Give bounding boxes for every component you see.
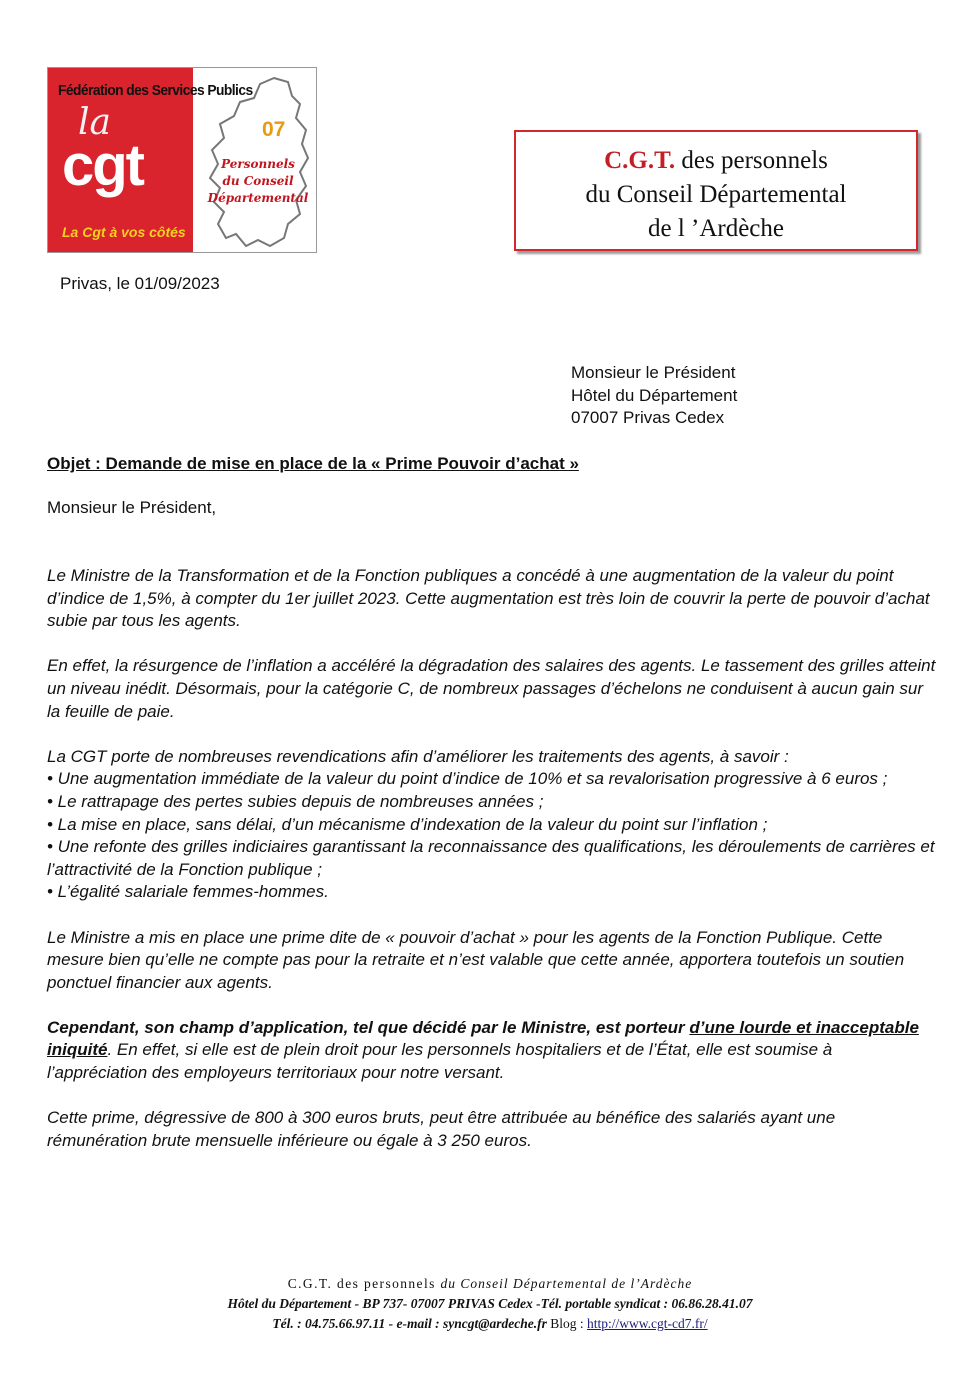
body-paragraph: Cette prime, dégressive de 800 à 300 euros bruts, peut être attribuée au bénéfice des salariés ayant une rémunération brute mensuelle inférieure ou égale à 3 250 euros. — [47, 1108, 836, 1150]
footer-org-dept: du Conseil Départemental de l’Ardèche — [440, 1276, 693, 1291]
emphasis-bold: Cependant, son champ d’application, tel que décidé par le Ministre, est porteur — [47, 1017, 690, 1037]
logo-personnels-line: Départemental — [207, 191, 309, 205]
body-paragraph: Le Ministre de la Transformation et de la Fonction publiques a concédé à une augmentation de la valeur du point d’indice de 1,5%, à compter du 1er juillet 2023. Cette augmentation est très loin de couvrir la perte de pouvoir d’achat subie par tous les agents. — [47, 566, 930, 631]
letterhead-cgt: C.G.T. — [604, 147, 676, 174]
logo-personnels-line: du Conseil — [222, 174, 294, 188]
letter-date: Privas, le 01/09/2023 — [60, 274, 220, 293]
emphasis-bold-underline: d’une lourde et inacceptable iniquité — [47, 1017, 919, 1060]
address-line: Monsieur le Président — [571, 363, 736, 382]
logo-la-text: la — [78, 102, 111, 143]
demand-item: • L’égalité salariale femmes-hommes. — [47, 882, 329, 902]
logo-dept-number: 07 — [262, 118, 286, 141]
demand-item: • La mise en place, sans délai, d’un mécanisme d’indexation de la valeur du point sur l’inflation ; — [47, 814, 768, 834]
demand-item: • Une refonte des grilles indiciaires garantissant la reconnaissance des qualifications, les déroulements de carrières et l’attractivité de la Fonction publique ; — [47, 837, 935, 879]
footer-contact: Tél. : 04.75.66.97.11 - e-mail : syncgt@ardeche.fr — [272, 1316, 547, 1331]
letter-footer — [0, 1274, 980, 1334]
footer-blog-label: Blog : — [546, 1316, 587, 1331]
footer-line — [0, 1314, 980, 1334]
letter-subject: Objet : Demande de mise en place de la « Prime Pouvoir d’achat » — [47, 454, 579, 473]
demands-paragraph — [47, 746, 937, 904]
letterhead-line — [516, 144, 916, 178]
footer-blog-link[interactable]: http://www.cgt-cd7.fr/ — [586, 1316, 708, 1331]
logo-federation-text: Fédération des Services Publics — [58, 82, 253, 99]
letterhead-title-box — [514, 130, 918, 251]
demand-item: • Une augmentation immédiate de la valeur du point d’indice de 10% et sa revalorisation progressive à 6 euros ; — [47, 769, 888, 789]
body-paragraph-emphasis — [47, 1017, 937, 1085]
cgt-logo — [47, 67, 317, 253]
footer-line — [0, 1274, 980, 1294]
body-paragraph: En effet, la résurgence de l’inflation a accéléré la dégradation des salaires des agents. Le tassement des grilles atteint un niveau inédit. Désormais, pour la catégorie C, de nombreux passages d’échelons ne conduisent à aucun gain sur la feuille de paie. — [47, 656, 936, 721]
letter-body — [47, 565, 937, 1175]
recipient-address — [571, 362, 737, 430]
letterhead-line1-rest: des personnels — [675, 147, 828, 174]
emphasis-rest: . En effet, si elle est de plein droit pour les personnels hospitaliers et de l’État, elle est soumise à l’appréciation des employeurs territoriaux pour notre versant. — [47, 1040, 833, 1083]
demands-intro: La CGT porte de nombreuses revendications afin d’améliorer les traitements des agents, à savoir : — [47, 746, 789, 766]
address-line: Hôtel du Département — [571, 385, 738, 405]
logo-personnels-line: Personnels — [221, 157, 295, 171]
logo-slogan: La Cgt à vos côtés — [62, 224, 186, 240]
footer-org: C.G.T. des personnels — [287, 1276, 441, 1291]
address-line: 07007 Privas Cedex — [571, 408, 725, 428]
salutation: Monsieur le Président, — [47, 498, 217, 517]
logo-cgt-text: cgt — [62, 133, 143, 198]
letterhead-line: de l ’Ardèche — [647, 215, 785, 242]
footer-address: Hôtel du Département - BP 737- 07007 PRIVAS Cedex -Tél. portable syndicat : 06.86.28.41.07 — [227, 1296, 753, 1311]
letterhead-line: du Conseil Départemental — [585, 181, 847, 208]
logo-personnels-text — [203, 156, 313, 207]
body-paragraph: Le Ministre a mis en place une prime dite de « pouvoir d’achat » pour les agents de la Fonction Publique. Cette mesure bien qu’elle ne compte pas pour la retraite et n’est valable que cette année, apportera toutefois un soutien ponctuel financier aux agents. — [47, 927, 905, 992]
demand-item: • Le rattrapage des pertes subies depuis de nombreuses années ; — [47, 791, 544, 811]
